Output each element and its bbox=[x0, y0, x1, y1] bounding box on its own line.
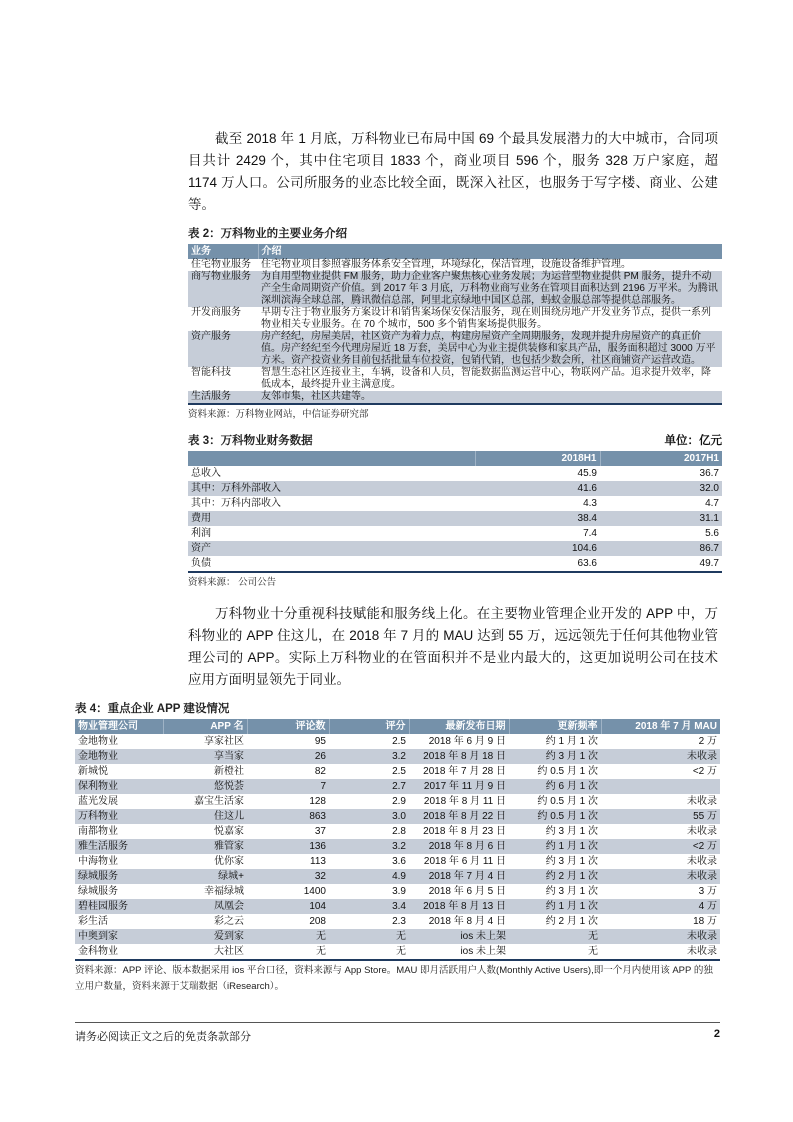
mau-cell: 未收录 bbox=[687, 856, 717, 867]
business-description: 为自用型物业提供 FM 服务，助力企业客户聚焦核心业务发展；为运营型物业提供 PM 服务，提升不动产全生命周期资产价值。到 2017 年 3 月底，万科物业商写业务在管项目面积达到 2196 万平米。为腾讯深圳滨海全球总部，腾讯微信总部，阿里北京绿地中国区总部，蚂蚁金服总部等提供总部服务。 bbox=[258, 271, 722, 307]
table-row bbox=[188, 511, 722, 526]
table4-source: 资料来源：APP 评论、版本数据采用 ios 平台口径，资料来源与 App Store。MAU 即月活跃用户人数(Monthly Active Users),即一个月内使用该 APP 的独立用户数量，资料来源于艾瑞数据（iResearch）。 bbox=[75, 965, 713, 992]
app-name-cell: 绿城+ bbox=[163, 869, 247, 884]
company-cell: 新城悦 bbox=[78, 766, 108, 777]
release-date-cell: 2018 年 6 月 5 日 bbox=[428, 886, 506, 897]
header-app-name: APP 名 bbox=[163, 719, 247, 734]
header-2018h1: 2018H1 bbox=[475, 451, 600, 466]
value-2017h1: 5.6 bbox=[705, 528, 719, 539]
table-row bbox=[188, 367, 722, 391]
table-row bbox=[75, 749, 720, 764]
header-reviews: 评论数 bbox=[247, 719, 329, 734]
reviews-cell: 82 bbox=[314, 766, 326, 777]
table-row bbox=[75, 884, 720, 899]
table3-title: 表 3：万科物业财务数据 bbox=[188, 435, 313, 447]
business-description: 早期专注于物业服务方案设计和销售案场保安保洁服务，现在则围绕房地产开发业务节点，提供一系列物业相关专业服务。在 70 个城市，500 多个销售案场提供服务。 bbox=[261, 307, 711, 330]
value-2017h1: 4.7 bbox=[705, 498, 719, 509]
table-row bbox=[75, 794, 720, 809]
rating-cell: 3.9 bbox=[392, 886, 406, 897]
value-2018h1: 63.6 bbox=[577, 558, 597, 569]
metric-label: 总收入 bbox=[191, 468, 221, 479]
mau-cell: 55 万 bbox=[601, 809, 720, 824]
app-name-cell: 雅管家 bbox=[163, 839, 247, 854]
app-name-cell: 悠悦荟 bbox=[163, 779, 247, 794]
company-cell: 金地物业 bbox=[78, 736, 118, 747]
rating-cell: 3.4 bbox=[329, 899, 409, 914]
update-frequency-cell: 约 0.5 月 1 次 bbox=[537, 766, 598, 777]
rating-cell: 2.9 bbox=[392, 796, 406, 807]
business-name: 商写物业服务 bbox=[188, 271, 258, 307]
business-table bbox=[188, 244, 722, 405]
company-cell: 碧桂园服务 bbox=[75, 899, 163, 914]
table-row bbox=[188, 271, 722, 307]
metric-label: 负债 bbox=[191, 558, 211, 569]
business-name: 生活服务 bbox=[188, 391, 258, 404]
app-name-cell: 优你家 bbox=[214, 856, 244, 867]
rating-cell: 3.2 bbox=[329, 839, 409, 854]
table-row bbox=[75, 839, 720, 854]
reviews-cell: 208 bbox=[309, 916, 326, 927]
app-name-cell: 幸福绿城 bbox=[204, 886, 244, 897]
mau-cell: 未收录 bbox=[601, 869, 720, 884]
app-name-cell: 凤凰会 bbox=[163, 899, 247, 914]
metric-label: 利润 bbox=[191, 528, 211, 539]
release-date-cell: 2018 年 6 月 11 日 bbox=[423, 856, 506, 867]
company-cell: 绿城服务 bbox=[78, 886, 118, 897]
metric-label: 费用 bbox=[188, 511, 475, 526]
release-date-cell: 2018 年 8 月 18 日 bbox=[409, 749, 509, 764]
rating-cell: 2.5 bbox=[392, 736, 406, 747]
header-rating: 评分 bbox=[329, 719, 409, 734]
reviews-cell: 95 bbox=[314, 736, 326, 747]
reviews-cell: 113 bbox=[310, 856, 326, 867]
rating-cell: 无 bbox=[329, 929, 409, 944]
business-name: 开发商服务 bbox=[191, 307, 241, 318]
company-cell: 中奥到家 bbox=[75, 929, 163, 944]
intro-text: 截至 2018 年 1 月底，万科物业已布局中国 69 个最具发展潜力的大中城市，合同项目共计 2429 个，其中住宅项目 1833 个，商业项目 596 个，服务 328 万户家庭，超 1174 万人口。公司所服务的业态比较全面，既深入社区，也服务于写字楼、商业、公建等。 bbox=[188, 131, 718, 212]
company-cell: 蓝光发展 bbox=[78, 796, 118, 807]
app-name-cell: 嘉宝生活家 bbox=[194, 796, 244, 807]
release-date-cell: 2018 年 8 月 6 日 bbox=[409, 839, 509, 854]
table-row bbox=[188, 331, 722, 367]
update-frequency-cell: 无 bbox=[588, 946, 598, 957]
release-date-cell: 2018 年 8 月 23 日 bbox=[423, 826, 506, 837]
reviews-cell: 7 bbox=[247, 779, 329, 794]
header-update-frequency: 更新频率 bbox=[509, 719, 601, 734]
update-frequency-cell: 约 3 月 1 次 bbox=[545, 856, 598, 867]
reviews-cell: 104 bbox=[247, 899, 329, 914]
app-name-cell: 住这儿 bbox=[163, 809, 247, 824]
release-date-cell: 2018 年 8 月 4 日 bbox=[428, 916, 506, 927]
mau-cell: 2 万 bbox=[698, 736, 717, 747]
rating-cell: 2.3 bbox=[392, 916, 406, 927]
mau-cell: 未收录 bbox=[687, 826, 717, 837]
table-row bbox=[75, 944, 720, 960]
header-intro: 介绍 bbox=[258, 244, 722, 259]
table2-title: 表 2：万科物业的主要业务介绍 bbox=[188, 228, 348, 240]
company-cell: 中海物业 bbox=[78, 856, 118, 867]
rating-cell: 2.7 bbox=[329, 779, 409, 794]
table-row bbox=[188, 391, 722, 404]
business-name: 资产服务 bbox=[188, 331, 258, 367]
table-row bbox=[75, 914, 720, 929]
rating-cell: 3.6 bbox=[392, 856, 406, 867]
release-date-cell: 2018 年 8 月 22 日 bbox=[409, 809, 509, 824]
value-2018h1: 7.4 bbox=[583, 528, 597, 539]
update-frequency-cell: 约 3 月 1 次 bbox=[545, 826, 598, 837]
release-date-cell: 2018 年 8 月 11 日 bbox=[423, 796, 506, 807]
table-row bbox=[188, 526, 722, 541]
header-release-date: 最新发布日期 bbox=[409, 719, 509, 734]
company-cell: 金地物业 bbox=[75, 749, 163, 764]
financial-table bbox=[188, 451, 722, 573]
mau-cell: <2 万 bbox=[692, 766, 717, 777]
mau-cell bbox=[601, 779, 720, 794]
table-row bbox=[188, 496, 722, 511]
app-name-cell: 享当家 bbox=[163, 749, 247, 764]
rating-cell: 2.5 bbox=[392, 766, 406, 777]
table3-unit: 单位：亿元 bbox=[664, 435, 722, 447]
update-frequency-cell: 约 0.5 月 1 次 bbox=[509, 809, 601, 824]
mau-cell: 未收录 bbox=[687, 796, 717, 807]
company-cell: 彩生活 bbox=[78, 916, 108, 927]
metric-label: 其中：万科外部收入 bbox=[188, 481, 475, 496]
company-cell: 保利物业 bbox=[75, 779, 163, 794]
business-description: 智慧生态社区连接业主，车辆，设备和人员，智能数据监测运营中心，物联网产品。追求提升效率，降低成本，最终提升业主满意度。 bbox=[261, 367, 711, 390]
release-date-cell: 2018 年 7 月 4 日 bbox=[409, 869, 509, 884]
business-description: 房产经纪，房屋美居，社区资产为着力点，构建房屋资产全周期服务，发现并提升房屋资产的真正价值。房产经纪至今代理房屋近 18 万套，美居中心为业主提供装修和家具产品，服务面积超过 3000 万平方米。资产投资业务目前包括批量车位投资，包销代销，也包括少数会所，社区商铺资产运营改造。 bbox=[258, 331, 722, 367]
table-row bbox=[75, 764, 720, 779]
release-date-cell: 2018 年 7 月 28 日 bbox=[423, 766, 506, 777]
header-label bbox=[188, 451, 475, 466]
mau-cell: 未收录 bbox=[601, 929, 720, 944]
table-row bbox=[188, 556, 722, 572]
table-row bbox=[75, 734, 720, 749]
mau-cell: 未收录 bbox=[601, 749, 720, 764]
header-business: 业务 bbox=[188, 244, 258, 259]
reviews-cell: 32 bbox=[247, 869, 329, 884]
mau-cell: 3 万 bbox=[698, 886, 717, 897]
app-name-cell: 悦嘉家 bbox=[214, 826, 244, 837]
update-frequency-cell: 约 1 月 1 次 bbox=[509, 899, 601, 914]
company-cell: 雅生活服务 bbox=[75, 839, 163, 854]
rating-cell: 2.8 bbox=[392, 826, 406, 837]
release-date-cell: 2017 年 11 月 9 日 bbox=[409, 779, 509, 794]
value-2018h1: 45.9 bbox=[577, 468, 597, 479]
app-name-cell: 大社区 bbox=[214, 946, 244, 957]
update-frequency-cell: 约 6 月 1 次 bbox=[509, 779, 601, 794]
update-frequency-cell: 约 3 月 1 次 bbox=[545, 886, 598, 897]
update-frequency-cell: 约 0.5 月 1 次 bbox=[537, 796, 598, 807]
table-row bbox=[75, 779, 720, 794]
header-mau: 2018 年 7 月 MAU bbox=[601, 719, 720, 734]
app-table bbox=[75, 719, 720, 961]
rating-cell: 3.2 bbox=[329, 749, 409, 764]
footer-disclaimer: 请务必阅读正文之后的免责条款部分 bbox=[75, 1031, 251, 1043]
reviews-cell: 1400 bbox=[303, 886, 326, 897]
release-date-cell: ios 未上架 bbox=[460, 946, 506, 957]
table-row bbox=[188, 466, 722, 481]
table3-source: 资料来源： 公司公告 bbox=[188, 577, 277, 588]
business-description: 友邻市集，社区共建等。 bbox=[258, 391, 722, 404]
value-2018h1: 4.3 bbox=[583, 498, 597, 509]
value-2017h1: 86.7 bbox=[600, 541, 722, 556]
rating-cell: 4.9 bbox=[329, 869, 409, 884]
business-description: 住宅物业项目参照睿服务体系安全管理，环境绿化，保洁管理，设施设备维护管理。 bbox=[261, 259, 631, 270]
mau-cell: 4 万 bbox=[601, 899, 720, 914]
app-name-cell: 彩之云 bbox=[214, 916, 244, 927]
app-name-cell: 爱到家 bbox=[163, 929, 247, 944]
business-name: 住宅物业服务 bbox=[191, 259, 251, 270]
page-number: 2 bbox=[713, 1028, 720, 1040]
reviews-cell: 136 bbox=[247, 839, 329, 854]
value-2017h1: 31.1 bbox=[600, 511, 722, 526]
app-text: 万科物业十分重视科技赋能和服务线上化。在主要物业管理企业开发的 APP 中，万科物业的 APP 住这儿，在 2018 年 7 月的 MAU 达到 55 万，远远领先于任何其他物业管理公司的 APP。实际上万科物业的在管面积并不是业内最大的，这更加说明公司在技术应用方面明显领先于同业。 bbox=[188, 606, 718, 687]
value-2017h1: 36.7 bbox=[699, 468, 719, 479]
app-name-cell: 享家社区 bbox=[204, 736, 244, 747]
value-2017h1: 32.0 bbox=[600, 481, 722, 496]
table-row bbox=[75, 854, 720, 869]
value-2017h1: 49.7 bbox=[699, 558, 719, 569]
reviews-cell: 128 bbox=[309, 796, 326, 807]
mau-cell: 未收录 bbox=[687, 946, 717, 957]
release-date-cell: 2018 年 8 月 13 日 bbox=[409, 899, 509, 914]
release-date-cell: ios 未上架 bbox=[409, 929, 509, 944]
metric-label: 其中：万科内部收入 bbox=[191, 498, 281, 509]
table-row bbox=[188, 541, 722, 556]
footer bbox=[75, 1022, 720, 1044]
reviews-cell: 863 bbox=[247, 809, 329, 824]
value-2018h1: 104.6 bbox=[475, 541, 600, 556]
table-row bbox=[75, 824, 720, 839]
update-frequency-cell: 约 2 月 1 次 bbox=[545, 916, 598, 927]
table-row bbox=[188, 259, 722, 271]
table-row bbox=[75, 869, 720, 884]
reviews-cell: 无 bbox=[247, 929, 329, 944]
company-cell: 南都物业 bbox=[78, 826, 118, 837]
table-row bbox=[188, 481, 722, 496]
header-company: 物业管理公司 bbox=[75, 719, 163, 734]
reviews-cell: 37 bbox=[314, 826, 326, 837]
update-frequency-cell: 无 bbox=[509, 929, 601, 944]
update-frequency-cell: 约 1 月 1 次 bbox=[509, 839, 601, 854]
company-cell: 万科物业 bbox=[75, 809, 163, 824]
intro-paragraph bbox=[188, 128, 718, 216]
value-2018h1: 41.6 bbox=[475, 481, 600, 496]
table-row bbox=[75, 899, 720, 914]
business-name: 智能科技 bbox=[191, 367, 231, 378]
update-frequency-cell: 约 3 月 1 次 bbox=[509, 749, 601, 764]
app-paragraph bbox=[188, 603, 718, 691]
header-2017h1: 2017H1 bbox=[600, 451, 722, 466]
mau-cell: 18 万 bbox=[693, 916, 717, 927]
value-2018h1: 38.4 bbox=[475, 511, 600, 526]
update-frequency-cell: 约 1 月 1 次 bbox=[545, 736, 598, 747]
metric-label: 资产 bbox=[188, 541, 475, 556]
table-row bbox=[188, 307, 722, 331]
table-row bbox=[75, 809, 720, 824]
rating-cell: 3.0 bbox=[329, 809, 409, 824]
release-date-cell: 2018 年 6 月 9 日 bbox=[428, 736, 506, 747]
table-row bbox=[75, 929, 720, 944]
update-frequency-cell: 约 2 月 1 次 bbox=[509, 869, 601, 884]
company-cell: 绿城服务 bbox=[75, 869, 163, 884]
company-cell: 金科物业 bbox=[78, 946, 118, 957]
rating-cell: 无 bbox=[396, 946, 406, 957]
table4-title: 表 4：重点企业 APP 建设情况 bbox=[75, 703, 230, 715]
mau-cell: <2 万 bbox=[601, 839, 720, 854]
reviews-cell: 无 bbox=[316, 946, 326, 957]
reviews-cell: 26 bbox=[247, 749, 329, 764]
app-name-cell: 新橙社 bbox=[214, 766, 244, 777]
table2-source: 资料来源：万科物业网站，中信证券研究部 bbox=[188, 409, 369, 420]
